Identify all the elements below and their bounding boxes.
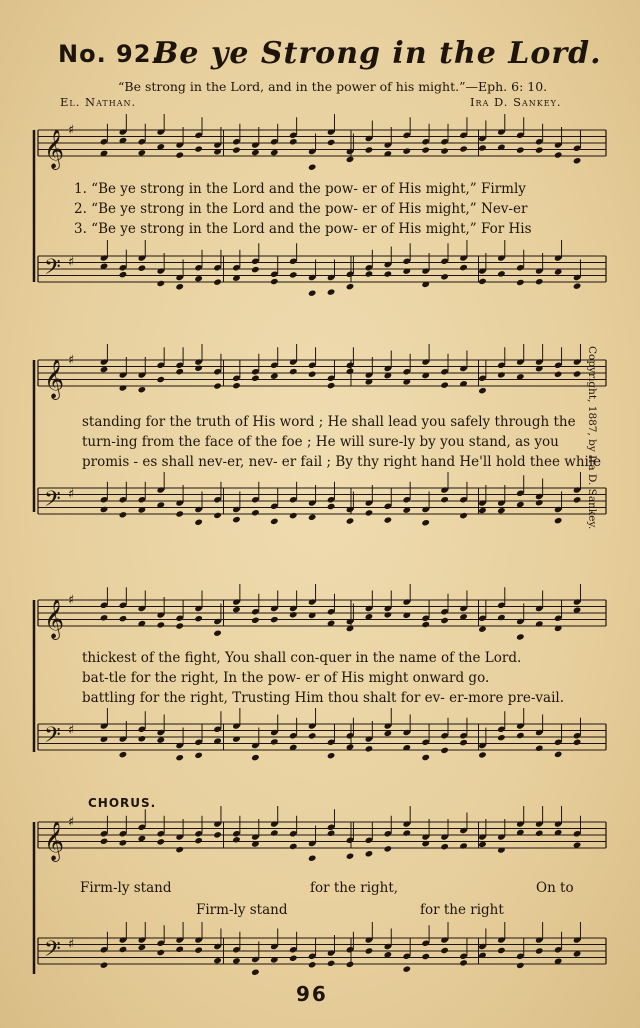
notehead [289,271,298,278]
bass-clef-icon: 𝄢 [44,723,61,753]
chorus-bass-staff [0,928,640,988]
notehead [213,278,222,285]
notehead [327,752,336,759]
notehead [251,754,260,761]
treble-clef-icon: 𝄞 [44,599,65,639]
verse-1-line-1: 1. “Be ye strong in the Lord and the pow- er of His might,” Firmly [74,181,526,197]
notehead [175,510,184,517]
notehead [213,957,222,964]
notehead [194,946,203,953]
notehead [478,278,487,285]
notehead [270,738,279,745]
verse-2-line-1: 2. “Be ye strong in the Lord and the pow- er of His might,” Nev-er [74,201,528,217]
notehead [402,966,411,973]
bass-clef-icon: 𝄢 [44,937,61,967]
notehead [346,853,355,860]
notehead [213,630,222,637]
sharp-icon: ♯ [68,722,75,738]
composer-credit: Ira D. Sankey. [470,95,562,109]
notehead [365,146,374,153]
notehead [516,732,525,739]
notehead [213,831,222,838]
notehead [138,264,147,271]
notehead [270,149,279,156]
notehead [384,270,393,277]
page-number: 96 [296,982,328,1006]
bass-clef-icon: 𝄢 [44,487,61,517]
notehead [421,754,430,761]
hymn-title: Be ye Strong in the Lord. [153,36,602,71]
notehead [251,617,260,624]
notehead [535,499,544,506]
notehead [346,517,355,524]
system-3-bass-staff [0,714,640,774]
notehead [459,264,468,271]
notehead [402,147,411,154]
notehead [421,146,430,153]
notehead [308,290,317,297]
notehead [535,947,544,954]
sharp-icon: ♯ [68,815,75,830]
notehead [232,606,241,613]
notehead [156,838,165,845]
notehead [119,384,128,391]
system-1-bass-staff [0,246,640,306]
notehead [100,962,109,969]
notehead [327,960,336,967]
chorus-treble-lyric-1: Firm-ly stand [80,880,172,896]
notehead [270,372,279,379]
notehead [308,855,317,862]
sharp-icon: ♯ [68,593,75,608]
chorus-treble-lyric-2: for the right, [310,880,399,896]
notehead [459,512,468,519]
notehead [175,946,184,953]
verse-3-line-3: battling for the right, Trusting Him thou shalt for ev- er-more pre-vail. [82,690,565,706]
notehead [308,164,317,171]
notehead [119,271,128,278]
notehead [497,371,506,378]
notehead [573,739,582,746]
notehead [251,969,260,976]
chorus-tenor-lyric-1: Firm-ly stand [196,902,288,918]
notehead [232,957,241,964]
notehead [232,382,241,389]
notehead [459,145,468,152]
notehead [100,614,109,621]
notehead [232,516,241,523]
verse-3-line-2: promis - es shall nev-er, nev- er fail ; By thy right hand He'll hold thee while [82,454,602,470]
notehead [384,611,393,618]
notehead [194,519,203,526]
notehead [573,157,582,164]
verse-2-line-3: bat-tle for the right, In the pow- er of His might onward go. [82,670,490,686]
notehead [100,506,109,513]
notehead [346,961,355,968]
notehead [138,149,147,156]
notehead [421,953,430,960]
notehead [100,838,109,845]
notehead [440,747,449,754]
notehead [440,381,449,388]
notehead [365,850,374,857]
notehead [232,146,241,153]
notehead [346,368,355,375]
treble-clef-icon: 𝄞 [44,821,65,861]
verse-1-line-2: standing for the truth of His word ; He shall lead you safely through the [82,414,576,430]
notehead [213,512,222,519]
notehead [365,745,374,752]
notehead [194,615,203,622]
lyricist-credit: El. Nathan. [60,95,137,109]
notehead [289,611,298,618]
sharp-icon: ♯ [68,123,75,138]
notehead [421,519,430,526]
notehead [119,751,128,758]
notehead [554,751,563,758]
notehead [156,280,165,287]
notehead [554,517,563,524]
chorus-treble-lyric-3: On to [536,880,574,896]
notehead [497,270,506,277]
notehead [119,511,128,518]
chorus-label: CHORUS. [88,796,157,810]
copyright-notice: Copyright, 1887, by Ira D. Sankey. [586,346,598,530]
notehead [497,947,506,954]
notehead [194,365,203,372]
notehead [346,156,355,163]
notehead [459,739,468,746]
notehead [365,509,374,516]
notehead [365,270,374,277]
notehead [156,621,165,628]
notehead [478,144,487,151]
notehead [289,138,298,145]
system-2-treble-staff [0,350,640,410]
notehead [232,836,241,843]
notehead [535,146,544,153]
notehead [459,959,468,966]
hymn-number: No. 92. [58,40,162,68]
notehead [478,387,487,394]
chorus-treble-staff [0,812,640,872]
treble-clef-icon: 𝄞 [44,129,65,169]
notehead [156,376,165,383]
chorus-tenor-lyric-2: for the right [420,902,504,918]
notehead [497,734,506,741]
notehead [213,382,222,389]
verse-2-line-2: turn-ing from the face of the foe ; He will sure-ly by you stand, as you [82,434,559,450]
notehead [365,947,374,954]
notehead [270,829,279,836]
notehead [308,371,317,378]
notehead [384,516,393,523]
notehead [270,278,279,285]
notehead [421,621,430,628]
notehead [308,514,317,521]
verse-1-line-3: thickest of the fight, You shall con-quer in the name of the Lord. [82,650,522,666]
notehead [554,371,563,378]
notehead [516,279,525,286]
system-1-treble-staff [0,120,640,180]
notehead [327,382,336,389]
notehead [194,145,203,152]
notehead [573,282,582,289]
notehead [440,273,449,280]
notehead [440,496,449,503]
notehead [535,745,544,752]
notehead [459,842,468,849]
notehead [119,615,128,622]
notehead [251,375,260,382]
notehead [156,736,165,743]
notehead [119,839,128,846]
system-3-treble-staff [0,590,640,650]
notehead [535,620,544,627]
notehead [384,845,393,852]
notehead [156,949,165,956]
notehead [327,139,336,146]
sharp-icon: ♯ [68,353,75,368]
notehead [175,151,184,158]
notehead [194,275,203,282]
notehead [327,288,336,295]
notehead [308,732,317,739]
notehead [308,961,317,968]
sharp-icon: ♯ [68,936,75,952]
notehead [289,843,298,850]
notehead [440,617,449,624]
notehead [138,735,147,742]
notehead [516,962,525,969]
notehead [516,146,525,153]
notehead [175,754,184,761]
verse-3-line-1: 3. “Be ye strong in the Lord and the pow- er of His might,” For His [74,221,532,237]
notehead [270,616,279,623]
notehead [289,368,298,375]
scripture-epigraph: “Be strong in the Lord, and in the power of his might.”—Eph. 6: 10. [118,79,548,94]
notehead [440,947,449,954]
notehead [251,149,260,156]
sharp-icon: ♯ [68,254,75,270]
notehead [119,946,128,953]
notehead [175,368,184,375]
notehead [194,837,203,844]
notehead [289,512,298,519]
notehead [175,283,184,290]
treble-clef-icon: 𝄞 [44,359,65,399]
notehead [497,507,506,514]
notehead [251,509,260,516]
notehead [497,614,506,621]
notehead [327,830,336,837]
notehead [402,829,411,836]
notehead [573,370,582,377]
notehead [327,503,336,510]
notehead [478,751,487,758]
notehead [289,955,298,962]
notehead [440,843,449,850]
notehead [478,625,487,632]
notehead [175,846,184,853]
notehead [535,830,544,837]
notehead [535,278,544,285]
notehead [270,518,279,525]
notehead [346,283,355,290]
notehead [251,266,260,273]
notehead [516,633,525,640]
title-row [58,36,618,76]
notehead [440,147,449,154]
notehead [175,622,184,629]
notehead [194,752,203,759]
system-2-bass-staff [0,478,640,538]
bass-clef-icon: 𝄢 [44,255,61,285]
notehead [573,496,582,503]
notehead [138,386,147,393]
sharp-icon: ♯ [68,486,75,502]
notehead [554,151,563,158]
